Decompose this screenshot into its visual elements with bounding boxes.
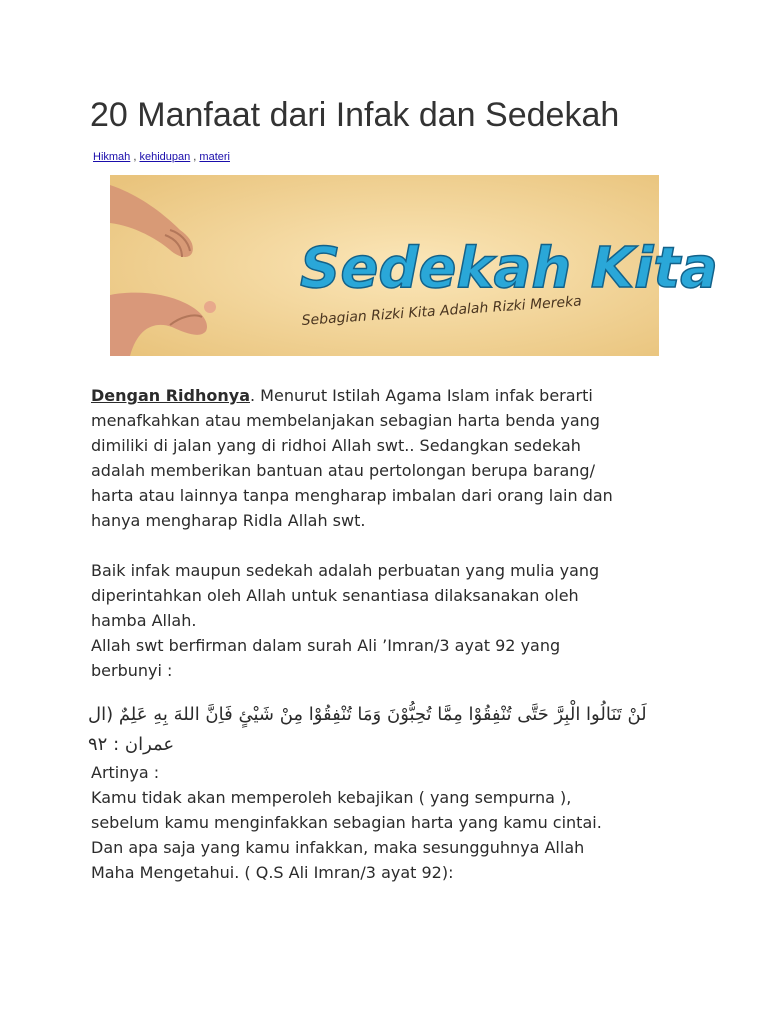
paragraph-line-text: . Menurut Istilah Agama Islam infak berarti	[250, 386, 593, 405]
paragraph-line: Dan apa saja yang kamu infakkan, maka sesungguhnya Allah	[91, 838, 585, 857]
arabic-verse: لَنْ تَنَالُوا الْبِرَّ حَتَّى تُنْفِقُوْا مِمَّا تُحِبُّوْنَ وَمَا تُنْفِقُوْا مِنْ شَيْئٍ فَاِنَّ اللهَ بِهِ عَلِمٌ (ال عمران : ٩٢	[88, 704, 647, 755]
paragraph-line: dimiliki di jalan yang di ridhoi Allah swt.. Sedangkan sedekah	[91, 436, 581, 455]
paragraph-line: berbunyi :	[91, 661, 173, 680]
tag-separator: ,	[190, 151, 200, 163]
paragraph-line: harta atau lainnya tanpa mengharap imbalan dari orang lain dan	[91, 486, 613, 505]
banner-heading: Sedekah Kita	[300, 236, 718, 301]
paragraph-line	[91, 383, 711, 408]
paragraph-line: Kamu tidak akan memperoleh kebajikan ( yang sempurna ),	[91, 788, 572, 807]
tag-link-kehidupan[interactable]: kehidupan	[139, 151, 191, 163]
paragraph-line: hanya mengharap Ridla Allah swt.	[91, 511, 366, 530]
paragraph-line: menafkahkan atau membelanjakan sebagian harta benda yang	[91, 411, 600, 430]
paragraph-line: adalah memberikan bantuan atau pertolongan berupa barang/	[91, 461, 595, 480]
paragraph-line: Maha Mengetahui. ( Q.S Ali Imran/3 ayat 92):	[91, 863, 454, 882]
banner-subtitle: Sebagian Rizki Kita Adalah Rizki Mereka	[301, 293, 583, 329]
tag-list	[93, 151, 230, 163]
tag-separator: ,	[130, 151, 140, 163]
hands-giving-illustration	[110, 175, 718, 356]
banner-image	[110, 175, 718, 356]
paragraph-translation	[91, 760, 711, 885]
paragraph-line: sebelum kamu menginfakkan sebagian harta yang kamu cintai.	[91, 813, 602, 832]
paragraph-line: Allah swt berfirman dalam surah Ali ’Imran/3 ayat 92 yang	[91, 636, 561, 655]
tag-link-materi[interactable]: materi	[199, 151, 230, 163]
tag-link-hikmah[interactable]: Hikmah	[93, 151, 131, 163]
paragraph-line: Baik infak maupun sedekah adalah perbuatan yang mulia yang	[91, 561, 600, 580]
paragraph-definition	[91, 383, 711, 533]
lead-link: Dengan Ridhonya	[91, 386, 250, 405]
paragraph-line: Artinya :	[91, 763, 160, 782]
paragraph-line: hamba Allah.	[91, 611, 197, 630]
paragraph-intro-verse	[91, 558, 711, 683]
article-title: 20 Manfaat dari Infak dan Sedekah	[90, 96, 620, 134]
paragraph-line: diperintahkan oleh Allah untuk senantiasa dilaksanakan oleh	[91, 586, 579, 605]
